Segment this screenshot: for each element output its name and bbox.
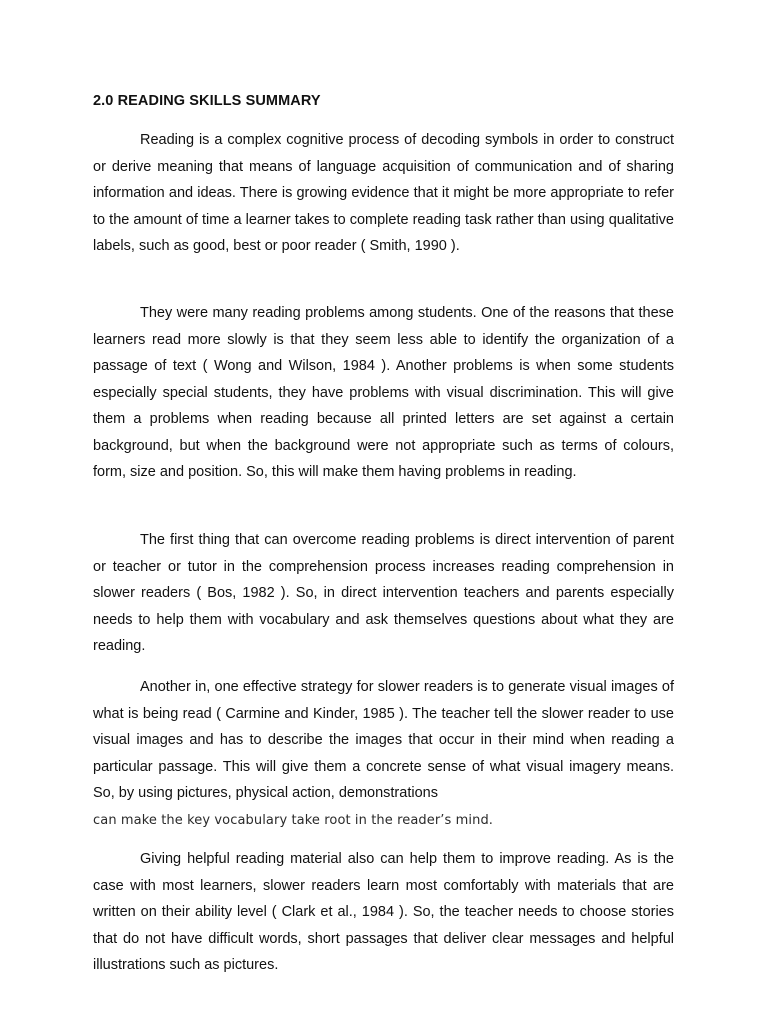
paragraph-4-last-line: can make the key vocabulary take root in the reader’s mind.	[93, 812, 494, 828]
paragraph-4-body: Another in, one effective strategy for slower readers is to generate visual images of what is being read ( Carmine and Kinder, 1985 ). The teacher tell the slower reader to use visual images and has to describe the images that occur in their mind when reading a particular passage. This will give them a concrete sense of what visual imagery means. So, by using pictures, physical action, demonstrations	[93, 679, 674, 801]
paragraph-3: The first thing that can overcome reading problems is direct intervention of parent or teacher or tutor in the comprehension process increases reading comprehension in slower readers ( Bos, 1982 ). So, in direct intervention teachers and parents especially needs to help them with vocabulary and ask themselves questions about what they are reading.	[93, 532, 674, 654]
paragraph-2: They were many reading problems among students. One of the reasons that these learners read more slowly is that they seem less able to identify the organization of a passage of text ( Wong and Wilson, 1984 ). Another problems is when some students especially special students, they have problems with visual discrimination. This will give them a problems when reading because all printed letters are set against a certain background, but when the background were not appropriate such as terms of colours, form, size and position. So, this will make them having problems in reading.	[93, 305, 674, 480]
paragraph-5: Giving helpful reading material also can help them to improve reading. As is the case with most learners, slower readers learn most comfortably with materials that are written on their ability level ( Clark et al., 1984 ). So, the teacher needs to choose stories that do not have difficult words, short passages that deliver clear messages and helpful illustrations such as pictures.	[93, 851, 674, 973]
paragraph-4	[93, 674, 674, 834]
paragraph-1: Reading is a complex cognitive process of decoding symbols in order to construct or derive meaning that means of language acquisition of communication and of sharing information and ideas. There is growing evidence that it might be more appropriate to refer to the amount of time a learner takes to complete reading task rather than using qualitative labels, such as good, best or poor reader ( Smith, 1990 ).	[93, 132, 674, 254]
section-heading: 2.0 READING SKILLS SUMMARY	[93, 93, 321, 109]
